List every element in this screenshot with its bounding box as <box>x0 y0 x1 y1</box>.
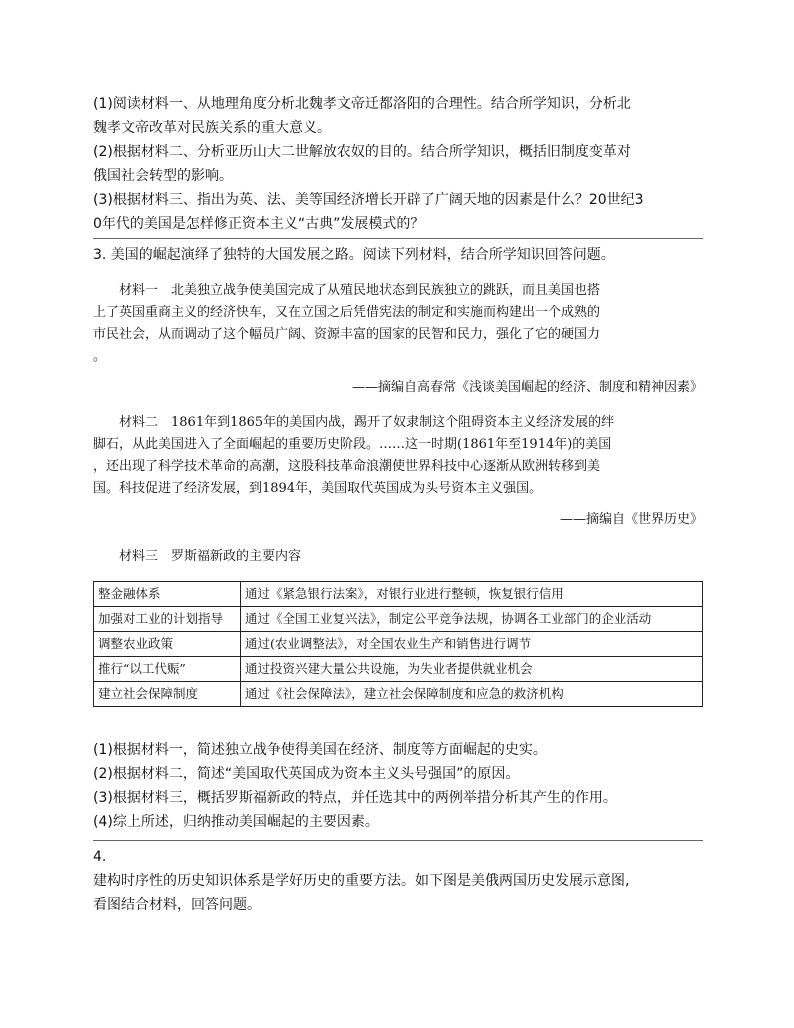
q4-line: 建构时序性的历史知识体系是学好历史的重要方法。如下图是美俄两国历史发展示意图, <box>93 873 630 889</box>
table-cell-content: 通过《紧急银行法案》，对银行业进行整顿，恢复银行信用 <box>241 582 703 607</box>
q3-question-line: (1)根据材料一，简述独立战争使得美国在经济、制度等方面崛起的史实。 <box>93 742 547 758</box>
table-cell-item: 加强对工业的计划指导 <box>94 607 241 632</box>
table-cell-content: 通过《社会保障法》，建立社会保障制度和应急的救济机构 <box>241 682 703 707</box>
table-row <box>94 682 703 707</box>
material-3-title <box>93 546 703 568</box>
table-cell-item: 建立社会保障制度 <box>94 682 241 707</box>
material-1-source: ——摘编自高春常《浅谈美国崛起的经济、制度和精神因素》 <box>351 380 703 395</box>
material-1-line: 上了英国重商主义的经济快车，又在立国之后凭借宪法的制定和实施而构建出一个成熟的 <box>93 305 601 320</box>
material-2 <box>93 412 703 500</box>
new-deal-table <box>93 581 703 707</box>
q3-questions <box>93 738 703 834</box>
table-row <box>94 607 703 632</box>
q3-stem <box>93 243 703 267</box>
q3-question-line: (4)综上所述，归纳推动美国崛起的主要因素。 <box>93 814 379 830</box>
material-2-source: ——摘编自《世界历史》 <box>559 512 703 527</box>
q2-question-line: (2)根据材料二、分析亚历山大二世解放农奴的目的。结合所学知识，概括旧制度变革对 <box>93 144 631 160</box>
q2-question-line: 0年代的美国是怎样修正资本主义“古典”发展模式的？ <box>93 216 425 232</box>
q4-line: 看图结合材料，回答问题。 <box>93 897 261 913</box>
q2-questions <box>93 92 703 236</box>
divider <box>93 238 703 239</box>
q3-question-line: (2)根据材料二，简述“美国取代英国成为资本主义头号强国”的原因。 <box>93 766 520 782</box>
table-row <box>94 632 703 657</box>
material-1-line: 材料一 北美独立战争使美国完成了从殖民地状态到民族独立的跳跃，而且美国也搭 <box>119 283 601 298</box>
q3-stem-text: 3. 美国的崛起演绎了独特的大国发展之路。阅读下列材料，结合所学知识回答问题。 <box>93 247 615 263</box>
material-3-title-text: 材料三 罗斯福新政的主要内容 <box>119 549 302 564</box>
material-1 <box>93 280 703 368</box>
table-row <box>94 657 703 682</box>
material-2-line: 国。科技促进了经济发展，到1894年，美国取代英国成为头号资本主义强国。 <box>93 481 543 496</box>
material-2-line: 脚石，从此美国进入了全面崛起的重要历史阶段。……这一时期(1861年至1914年)的美国 <box>93 437 612 452</box>
table-cell-content: 通过投资兴建大量公共设施，为失业者提供就业机会 <box>241 657 703 682</box>
material-2-line: 材料二 1861年到1865年的美国内战，踢开了奴隶制这个阻碍资本主义经济发展的绊 <box>119 415 615 430</box>
q2-question-line: 魏孝文帝改革对民族关系的重大意义。 <box>93 120 331 136</box>
table-cell-item: 调整农业政策 <box>94 632 241 657</box>
q2-question-line: (3)根据材料三、指出为英、法、美等国经济增长开辟了广阔天地的因素是什么？20世纪3 <box>93 192 644 208</box>
table-cell-item: 推行“以工代赈” <box>94 657 241 682</box>
material-1-line: 市民社会，从而调动了这个幅员广阔、资源丰富的国家的民智和民力，强化了它的硬国力 <box>93 327 601 342</box>
material-2-line: ，还出现了科学技术革命的高潮，这股科技革命浪潮使世界科技中心逐渐从欧洲转移到美 <box>93 459 601 474</box>
table-cell-content: 通过《全国工业复兴法》，制定公平竞争法规，协调各工业部门的企业活动 <box>241 607 703 632</box>
q4 <box>93 845 703 917</box>
table-row <box>94 582 703 607</box>
q3-question-line: (3)根据材料三，概括罗斯福新政的特点，并任选其中的两例举措分析其产生的作用。 <box>93 790 617 806</box>
table-cell-item: 整金融体系 <box>94 582 241 607</box>
q2-question-line: (1)阅读材料一、从地理角度分析北魏孝文帝迁都洛阳的合理性。结合所学知识，分析北 <box>93 96 631 112</box>
q2-question-line: 俄国社会转型的影响。 <box>93 168 233 184</box>
table-cell-content: 通过(农业调整法》，对全国农业生产和销售进行调节 <box>241 632 703 657</box>
q4-number: 4. <box>93 849 107 865</box>
divider <box>93 840 703 841</box>
material-1-line: 。 <box>93 349 107 364</box>
